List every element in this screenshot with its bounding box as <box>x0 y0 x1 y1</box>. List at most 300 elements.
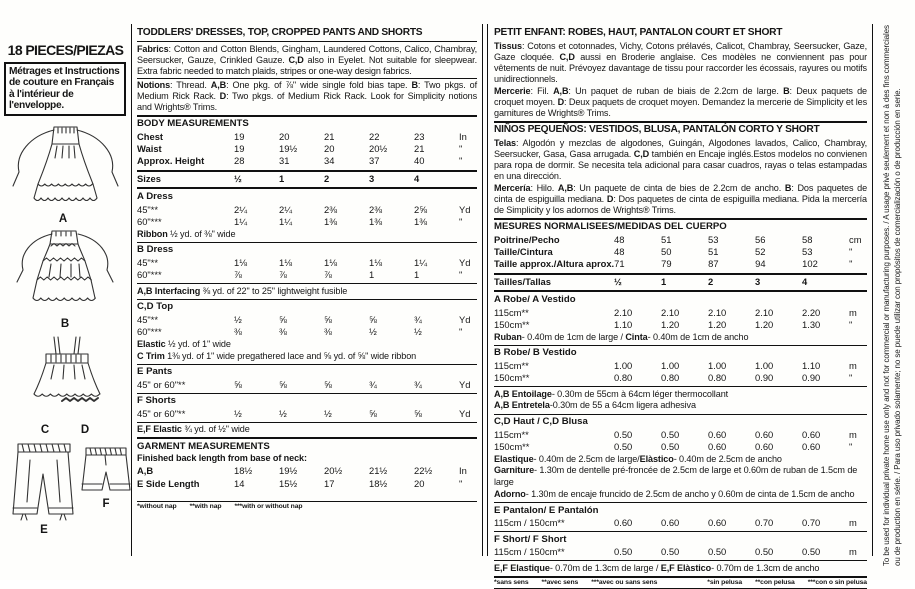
row-label: Sizes <box>137 173 161 185</box>
row-value: 87 <box>708 258 719 270</box>
row-value: 3 <box>369 173 375 185</box>
row-label: 45"** <box>137 256 159 268</box>
text-segment: - 1.30m de encaje fruncido de 2.5cm de ancho y 0.60m de cinta de 1.5cm de ancho <box>525 489 855 499</box>
text-segment: : Un paquet de ruban de biais de 2.2cm de large. <box>568 86 784 97</box>
row-label: Approx. Height <box>137 155 205 167</box>
rule <box>494 386 867 387</box>
row-value: 0.60 <box>708 428 727 440</box>
row-group-label: E Pants <box>137 366 173 378</box>
text-segment: also in Eyelet. Not suitable for sleepwear. Extra fabric needed to match plaids, stripes or one-way design fabrics. <box>137 54 477 76</box>
data-row <box>137 131 477 143</box>
row-group-label: B Robe/ B Vestido <box>494 347 577 359</box>
row-value: 40 <box>414 155 425 167</box>
data-row <box>137 155 477 167</box>
row-value: ½ <box>324 407 332 419</box>
row-value: 0.50 <box>661 546 680 558</box>
row-unit: m <box>849 428 857 440</box>
data-row <box>494 307 867 319</box>
bold-text-segment: Fabrics <box>137 43 169 54</box>
row-value: 1.20 <box>661 319 680 331</box>
bold-text-segment: A,B Entretela <box>494 400 550 411</box>
rule <box>137 41 477 42</box>
note-line <box>137 424 477 436</box>
row-value: 2⅝ <box>414 203 428 215</box>
rule <box>494 121 867 123</box>
view-a-sketch <box>2 124 128 212</box>
text-segment: - 0.40m de 2.5cm de large/ <box>533 453 640 464</box>
rule <box>137 299 477 300</box>
data-row <box>494 360 867 372</box>
note-line <box>137 453 477 465</box>
row-value: 22 <box>369 130 380 142</box>
data-row <box>137 204 477 216</box>
bold-text-segment: C,D <box>559 52 575 63</box>
data-row <box>494 234 867 246</box>
rule <box>494 502 867 503</box>
row-value: ⅜ <box>324 326 332 338</box>
note-line <box>137 339 477 351</box>
row-value: ⅜ <box>279 326 287 338</box>
row-value: 31 <box>279 155 290 167</box>
rule <box>137 242 477 243</box>
row-value: ½ <box>279 407 287 419</box>
footnote-item: **with nap <box>189 503 222 511</box>
row-label: Waist <box>137 143 162 155</box>
row-value: 2.10 <box>708 306 727 318</box>
data-row <box>494 258 867 270</box>
row-value: 2.10 <box>661 306 680 318</box>
row-unit: " <box>459 216 463 228</box>
row-value: 28 <box>234 155 245 167</box>
row-value: 19½ <box>279 465 298 477</box>
table-header: BODY MEASUREMENTS <box>137 118 249 130</box>
rule <box>137 437 477 439</box>
note-line <box>494 454 867 466</box>
data-row <box>137 379 477 391</box>
rule <box>137 364 477 365</box>
text-segment: : Un paquete de cinta de bies de 2.2cm de ancho. <box>573 183 785 194</box>
row-value: 50 <box>661 246 672 258</box>
text-segment: aussi en Broderie anglaise. Ces modèles ne conviennent pas pour vêtements de nuit. Prévoyez davantage de tissu pour raccorder les écossais, rayures ou motifs unidirectionnels. <box>494 52 867 84</box>
rule <box>137 501 477 502</box>
row-unit: In <box>459 130 467 142</box>
row-value: ¾ <box>414 378 422 390</box>
bold-text-segment: C,D <box>633 149 650 160</box>
footnote-row <box>494 579 867 586</box>
rule <box>137 393 477 394</box>
row-value: ⅝ <box>324 378 332 390</box>
row-value: ⅝ <box>324 313 332 325</box>
row-value: 58 <box>802 233 813 245</box>
row-label: 60"*** <box>137 269 162 281</box>
row-label: Poitrine/Pecho <box>494 233 560 245</box>
footnote-group <box>707 579 867 586</box>
text-segment: - 0.40m de 2.5cm de ancho <box>673 453 782 464</box>
rule <box>137 422 477 423</box>
piece-count-label: 18 PIECES/PIEZAS <box>7 42 124 58</box>
bold-text-segment: A,B Interfacing <box>137 285 201 296</box>
row-value: 0.80 <box>614 372 633 384</box>
row-value: 1 <box>369 269 375 281</box>
row-value: 21½ <box>369 465 388 477</box>
row-unit: Yd <box>459 203 471 215</box>
footnote-item: *sin pelusa <box>707 579 743 587</box>
row-unit: " <box>459 155 463 167</box>
row-value: 17 <box>324 477 335 489</box>
row-value: 23 <box>414 130 425 142</box>
data-row <box>494 372 867 384</box>
view-f-label: F <box>102 498 110 510</box>
rule <box>494 218 867 220</box>
row-value: ⅝ <box>279 378 287 390</box>
bold-text-segment: Elàstico <box>639 453 674 464</box>
row-unit: m <box>849 546 857 558</box>
row-value: 1.20 <box>708 319 727 331</box>
row-value: ½ <box>614 276 622 288</box>
row-value: 1.30 <box>802 319 821 331</box>
row-value: 1⅜ <box>369 216 383 228</box>
row-value: ¾ <box>369 378 377 390</box>
row-label: 115cm / 150cm** <box>494 517 565 529</box>
row-label: Taille/Cintura <box>494 246 553 258</box>
bold-text-segment: B <box>784 183 792 194</box>
row-label: 115cm** <box>494 428 529 440</box>
row-value: 1⅛ <box>234 256 248 268</box>
row-value: 0.50 <box>661 428 680 440</box>
french-spanish-column <box>487 24 873 587</box>
bold-text-segment: B <box>411 80 418 91</box>
rule <box>137 78 477 79</box>
bold-text-segment: Telas <box>494 138 516 149</box>
row-value: 51 <box>708 246 719 258</box>
bold-text-segment: E,F Elastic <box>137 424 182 435</box>
text-segment: 1⅜ yd. of 1" wide pregathered lace and ⅝ yd. of ⅝" wide ribbon <box>164 350 417 361</box>
footnote-item: ***avec ou sans sens <box>591 579 658 587</box>
bold-text-segment: Ribbon <box>137 228 168 239</box>
section-title: PETIT ENFANT: ROBES, HAUT, PANTALON COURT ET SHORT <box>494 27 783 38</box>
row-value: 1.00 <box>708 359 727 371</box>
bold-text-segment: A,B Entoilage <box>494 388 552 399</box>
row-value: 56 <box>755 233 766 245</box>
spacer <box>137 490 477 499</box>
paragraph <box>494 41 867 85</box>
row-value: 1.00 <box>661 359 680 371</box>
data-row <box>137 257 477 269</box>
bold-text-segment: Notions <box>137 80 171 91</box>
row-value: 0.60 <box>708 517 727 529</box>
text-segment: - 0.70m de 1.3cm de large / <box>549 562 661 573</box>
data-row <box>494 319 867 331</box>
text-segment: : One pkg. of ⅞" wide single fold bias tape. <box>226 80 412 91</box>
data-row <box>494 546 867 558</box>
bold-text-segment: Elastique <box>494 453 534 464</box>
paragraph <box>494 86 867 119</box>
view-b-label: B <box>60 318 70 330</box>
row-value: 4 <box>414 173 420 185</box>
rule <box>494 531 867 532</box>
row-value: 0.50 <box>614 546 633 558</box>
french-note-box: Métrages et Instructions de couture en Français à l'intérieur de l'enveloppe. <box>4 62 126 116</box>
text-segment: ½ yd. of ⅜" wide <box>167 228 236 239</box>
row-value: 20 <box>414 477 425 489</box>
size-row <box>137 170 477 189</box>
row-value: 2⅜ <box>324 203 338 215</box>
bold-text-segment: D <box>557 97 565 108</box>
row-value: 1⅛ <box>324 256 338 268</box>
note-line <box>137 351 477 363</box>
row-unit: In <box>459 465 467 477</box>
row-value: 0.50 <box>755 546 774 558</box>
row-unit: " <box>849 319 853 331</box>
row-label: 45" or 60"** <box>137 378 186 390</box>
text-segment: : Deux paquets de croquet moyen. <box>494 86 867 108</box>
row-label: A,B <box>137 465 154 477</box>
table-header: MESURES NORMALISEES/MEDIDAS DEL CUERPO <box>494 221 727 233</box>
paragraph <box>137 44 477 77</box>
text-segment: : Fil. <box>530 86 554 97</box>
footnote-item: ***con o sin pelusa <box>807 579 867 587</box>
rule <box>494 345 867 346</box>
bold-text-segment: C Trim <box>137 350 165 361</box>
legal-sidebar <box>881 18 911 566</box>
english-instructions-column <box>131 24 483 556</box>
row-value: 53 <box>802 246 813 258</box>
row-unit: " <box>459 143 463 155</box>
bold-text-segment: Adorno <box>494 489 526 499</box>
rule <box>494 576 867 578</box>
row-value: 2¼ <box>234 203 248 215</box>
data-row <box>137 465 477 477</box>
row-value: 52 <box>755 246 766 258</box>
text-segment: - 0.40m de 1cm de ancho <box>647 331 749 342</box>
row-value: 51 <box>661 233 672 245</box>
row-value: 1.00 <box>755 359 774 371</box>
row-value: 2¼ <box>279 203 293 215</box>
view-cd-sketch <box>14 334 118 422</box>
row-value: 0.50 <box>661 441 680 453</box>
footnote-item: **con pelusa <box>755 579 795 587</box>
text-segment: - 0.70m de 1.3cm de ancho <box>711 562 820 573</box>
row-group-label: E Pantalon/ E Pantalón <box>494 504 599 516</box>
row-unit: Yd <box>459 407 471 419</box>
row-value: ⅝ <box>279 313 287 325</box>
text-segment: : Dos paquetes de cinta de espiguilla mediana. <box>494 183 868 205</box>
row-value: 0.50 <box>708 546 727 558</box>
row-value: 4 <box>802 276 808 288</box>
row-value: 19 <box>234 130 245 142</box>
row-value: 1.10 <box>614 319 633 331</box>
text-segment: : Deux paquets de croquet moyen. Demandez la mercerie de Simplicity et les garnitures de Wrights® Trims. <box>494 97 867 119</box>
note-line <box>137 286 477 298</box>
view-f-sketch <box>80 444 132 496</box>
paragraph <box>137 80 477 113</box>
row-value: ½ <box>414 326 422 338</box>
row-value: 1 <box>661 276 667 288</box>
text-segment: - 0.40m de 1cm de large / <box>521 331 626 342</box>
text-segment: ⅜ yd. of 22" to 25" lightweight fusible <box>200 285 348 296</box>
row-value: 21 <box>324 130 335 142</box>
row-value: ½ <box>234 173 242 185</box>
row-group-label: C,D Top <box>137 301 174 313</box>
data-row <box>137 326 477 338</box>
view-a-label: A <box>58 213 68 225</box>
row-value: 2.10 <box>614 306 633 318</box>
row-label: Tailles/Tallas <box>494 276 551 288</box>
row-value: 0.50 <box>802 546 821 558</box>
row-unit: cm <box>849 233 862 245</box>
row-value: 71 <box>614 258 625 270</box>
row-label: E Side Length <box>137 477 200 489</box>
view-d-label: D <box>80 424 90 436</box>
row-value: 2⅜ <box>369 203 383 215</box>
data-row <box>494 441 867 453</box>
row-value: 0.50 <box>614 428 633 440</box>
text-segment: también en Encaje inglés.Estos modelos no convienen para ropa de dormir. Se necesita tela adicional para casar cuadros, rayas o telas estampadas en una dirección. <box>494 149 867 182</box>
row-value: 19 <box>234 143 245 155</box>
row-value: 14 <box>234 477 245 489</box>
text-segment: -0.30m de 55 a 64cm ligera adhesiva <box>549 400 696 411</box>
row-value: 0.60 <box>802 428 821 440</box>
row-label: 115cm** <box>494 359 529 371</box>
row-value: 3 <box>755 276 761 288</box>
row-value: ½ <box>234 407 242 419</box>
text-segment: : Dos paquetes de cinta de espiguilla mediana. Pida la mercería de Simplicity y los adornos de Wrights® Trims. <box>494 194 867 216</box>
row-value: 102 <box>802 258 818 270</box>
row-value: 20½ <box>324 465 343 477</box>
bold-text-segment: Mercerie <box>494 86 531 97</box>
row-unit: m <box>849 517 857 529</box>
footnote-group <box>494 579 657 586</box>
row-value: 0.50 <box>614 441 633 453</box>
bold-text-segment: Finished back length from base of neck: <box>137 453 307 464</box>
row-value: 37 <box>369 155 380 167</box>
row-label: Taille approx./Altura aprox. <box>494 258 615 270</box>
row-value: 0.60 <box>614 517 633 529</box>
row-value: 1.20 <box>755 319 774 331</box>
bold-text-segment: Cinta <box>625 331 648 342</box>
section-title: NIÑOS PEQUEÑOS: VESTIDOS, BLUSA, PANTALÓN CORTO Y SHORT <box>494 124 820 136</box>
row-value: 2.20 <box>802 306 821 318</box>
row-value: 1.00 <box>614 359 633 371</box>
text-segment: : Cotton and Cotton Blends, Gingham, Laundered Cottons, Calico, Chambray, Seersucker, Gauze, Crinkled Gauze. <box>137 43 477 65</box>
row-value: 21 <box>414 143 425 155</box>
row-value: 94 <box>755 258 766 270</box>
rule <box>494 414 867 415</box>
row-value: 1.10 <box>802 359 821 371</box>
row-value: 2 <box>324 173 330 185</box>
row-value: 0.80 <box>661 372 680 384</box>
row-unit: " <box>459 477 463 489</box>
row-label: 150cm** <box>494 372 530 384</box>
row-value: 0.70 <box>755 517 774 529</box>
bold-text-segment: D <box>606 194 614 205</box>
row-group-label: F Shorts <box>137 395 176 407</box>
row-value: ½ <box>234 313 242 325</box>
rule <box>137 283 477 284</box>
footnote-item: *without nap <box>137 503 177 511</box>
view-b-sketch <box>5 228 125 316</box>
bold-text-segment: D <box>219 91 227 102</box>
size-row <box>494 273 867 292</box>
data-row <box>494 246 867 258</box>
text-segment: : Thread. <box>170 80 211 91</box>
row-value: ⅜ <box>234 326 242 338</box>
note-line <box>494 332 867 344</box>
data-row <box>137 269 477 281</box>
text-segment: ¾ yd. of ½" wide <box>181 424 250 435</box>
row-value: 0.60 <box>708 441 727 453</box>
row-label: 150cm** <box>494 319 530 331</box>
view-e-sketch <box>2 438 86 522</box>
bold-text-segment: A,B <box>553 86 569 97</box>
footnote-group <box>137 503 302 510</box>
note-line <box>137 229 477 241</box>
section-title: TODDLERS' DRESSES, TOP, CROPPED PANTS AND SHORTS <box>137 27 423 38</box>
text-segment: : Algodón y mezclas de algodones, Guingán, Algodones lavados, Calico, Chambray, Seersucker, Gasa, Gasa arrugada. <box>494 138 867 160</box>
row-value: 22½ <box>414 465 433 477</box>
bold-text-segment: E,F Elastique <box>494 562 550 573</box>
view-c-label: C <box>40 424 50 436</box>
row-value: 1⅜ <box>414 216 428 228</box>
row-value: ⅝ <box>369 313 377 325</box>
row-label: 115cm** <box>494 306 529 318</box>
row-value: ⅝ <box>369 407 377 419</box>
row-value: 79 <box>661 258 672 270</box>
view-e-label: E <box>40 524 48 536</box>
row-value: 0.60 <box>755 428 774 440</box>
text-segment: : Two pkgs. of Medium Rick Rack. <box>137 80 477 102</box>
data-row <box>137 216 477 228</box>
row-value: 1¼ <box>279 216 293 228</box>
bold-text-segment: Mercería <box>494 183 531 194</box>
note-line <box>494 389 867 401</box>
row-value: 2.10 <box>755 306 774 318</box>
row-value: 1⅜ <box>324 216 338 228</box>
row-value: 20½ <box>369 143 388 155</box>
footnote-item: **avec sens <box>541 579 579 587</box>
row-group-label: A Robe/ A Vestido <box>494 294 576 306</box>
row-value: 0.60 <box>802 441 821 453</box>
text-segment: : Two pkgs. of Medium Rick Rack. Look for Simplicity notions and Wrights® Trims. <box>137 91 477 113</box>
row-value: 0.90 <box>755 372 774 384</box>
row-value: 1 <box>414 269 420 281</box>
row-unit: m <box>849 306 857 318</box>
bold-text-segment: A,B <box>557 183 574 194</box>
footnote-item: *sans sens <box>494 579 529 587</box>
row-value: 1⅛ <box>369 256 383 268</box>
row-value: ½ <box>369 326 377 338</box>
row-group-label: B Dress <box>137 244 174 256</box>
row-value: 53 <box>708 233 719 245</box>
bold-text-segment: B <box>783 86 790 97</box>
data-row <box>137 143 477 155</box>
row-group-label: A Dress <box>137 191 173 203</box>
row-group-label: C,D Haut / C,D Blusa <box>494 416 588 428</box>
row-value: 0.60 <box>661 517 680 529</box>
row-label: 60"*** <box>137 216 162 228</box>
row-value: ⅞ <box>234 269 242 281</box>
data-row <box>137 408 477 420</box>
note-line <box>494 400 867 412</box>
row-value: ⅝ <box>234 378 242 390</box>
row-unit: " <box>849 441 853 453</box>
row-unit: " <box>459 326 463 338</box>
row-value: 19½ <box>279 143 298 155</box>
row-value: 18½ <box>369 477 388 489</box>
row-value: 20 <box>279 130 290 142</box>
text-segment: - 1.30m de dentelle pré-froncée de 2.5cm de large et 0.60m de ruban de 1.5cm de large <box>494 465 858 488</box>
row-value: ⅞ <box>279 269 287 281</box>
